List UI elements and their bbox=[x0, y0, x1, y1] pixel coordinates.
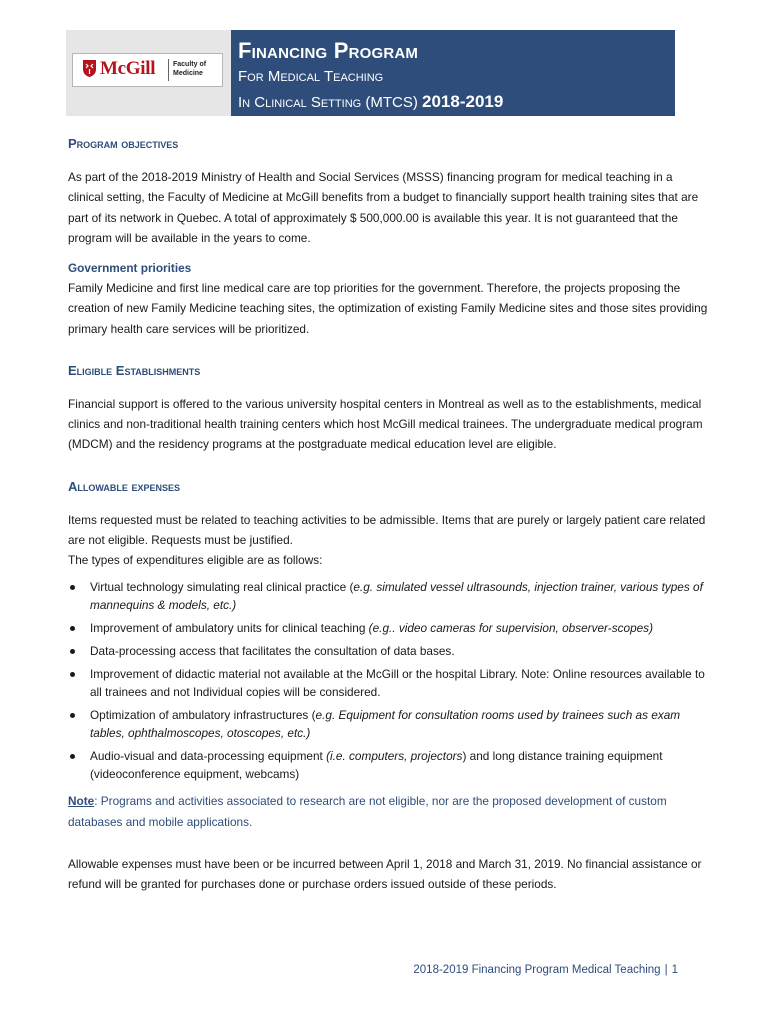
closing-paragraph: Allowable expenses must have been or be incurred between April 1, 2018 and March 31, 2019. No financial assistance or refund will be granted for purchases done or purchase orders issued outside of these periods. bbox=[68, 856, 702, 892]
document-subtitle-line2 bbox=[238, 92, 503, 112]
list-item bbox=[68, 619, 708, 637]
bullet-icon bbox=[70, 672, 75, 677]
list-item-text: Improvement of ambulatory units for clinical teaching bbox=[90, 621, 369, 636]
objectives-paragraph: As part of the 2018-2019 Ministry of Health and Social Services (MSSS) financing program for medical teaching in a clinical setting, the Faculty of Medicine at McGill benefits from a budget to financially support health training sites that are part of its network in Quebec. A total of approximately $ 500,000.00 is available this year. It is not guaranteed that the program will be available in the years to come. bbox=[68, 170, 699, 245]
logo-faculty-line2: Medicine bbox=[173, 70, 203, 77]
bullet-icon bbox=[70, 626, 75, 631]
expenses-intro-types: The types of expenditures eligible are as follows: bbox=[68, 553, 323, 568]
note-label: Note bbox=[68, 794, 95, 809]
section-heading-expenses: Allowable expenses bbox=[68, 478, 181, 494]
list-item-text-after: ) and long distance training equipment (videoconference equipment, webcams) bbox=[90, 749, 663, 782]
expenses-intro: Items requested must be related to teaching activities to be admissible. Items that are purely or largely patient care related are not eligible. Requests must be justified. bbox=[68, 512, 706, 548]
note-paragraph bbox=[68, 791, 708, 831]
section-heading-eligible: Eligible Establishments bbox=[68, 362, 201, 378]
priorities-paragraph: Family Medicine and first line medical care are top priorities for the government. Therefore, the projects proposing the creation of new Family Medicine teaching sites, the optimization of existing Family Medicine sites and those sites providing primary health care services will be prioritized. bbox=[68, 281, 708, 336]
list-item bbox=[68, 642, 708, 660]
footer-text: 2018-2019 Financing Program Medical Teaching bbox=[413, 964, 661, 976]
bullet-icon bbox=[70, 585, 75, 590]
subheading-government-priorities: Government priorities bbox=[68, 261, 192, 276]
section-heading-objectives: Program objectives bbox=[68, 136, 179, 151]
list-item-text: Improvement of didactic material not available at the McGill or the hospital Library. Note: Online resources available to all trainees and not Individual copies will be considered. bbox=[90, 667, 705, 700]
footer-separator: | bbox=[664, 964, 668, 976]
note-text: : Programs and activities associated to research are not eligible, nor are the proposed development of custom databases and mobile applications. bbox=[68, 794, 667, 829]
eligible-paragraph: Financial support is offered to the various university hospital centers in Montreal as well as to the establishments, medical clinics and non-traditional health training centers which host McGill medical trainees. The undergraduate medical program (MDCM) and the residency programs at the postgraduate medical education level are eligible. bbox=[68, 397, 703, 452]
page-number: 1 bbox=[671, 964, 678, 976]
subtitle-line2-text: In Clinical Setting (MTCS) bbox=[238, 94, 418, 111]
list-item-example: (e.g.. video cameras for supervision, observer-scopes) bbox=[368, 621, 654, 636]
logo-wordmark: McGill bbox=[100, 58, 156, 79]
list-item-text: Virtual technology simulating real clinical practice ( bbox=[90, 580, 354, 595]
list-item bbox=[68, 578, 708, 614]
list-item-example: e.g. Equipment for consultation rooms used by trainees such as exam tables, ophthalmoscopes, otoscopes, etc.) bbox=[90, 708, 681, 741]
list-item-text: Audio-visual and data-processing equipment bbox=[90, 749, 327, 764]
mcgill-shield-icon bbox=[83, 60, 96, 77]
list-item-example: (i.e. computers, projectors bbox=[326, 749, 463, 764]
list-item-text: Data-processing access that facilitates the consultation of data bases. bbox=[90, 644, 455, 659]
bullet-icon bbox=[70, 713, 75, 718]
document-body bbox=[68, 134, 708, 894]
list-item bbox=[68, 747, 708, 783]
logo-divider bbox=[168, 59, 169, 81]
mcgill-logo bbox=[72, 53, 223, 87]
list-item bbox=[68, 706, 708, 742]
document-title: Financing Program bbox=[238, 38, 419, 63]
bullet-icon bbox=[70, 649, 75, 654]
expense-list bbox=[68, 578, 708, 783]
list-item-text: Optimization of ambulatory infrastructures ( bbox=[90, 708, 316, 723]
list-item-example: e.g. simulated vessel ultrasounds, injection trainer, various types of mannequins & models, etc.) bbox=[90, 580, 703, 613]
page-footer bbox=[413, 964, 678, 976]
document-subtitle-line1: For Medical Teaching bbox=[238, 68, 384, 85]
list-item bbox=[68, 665, 708, 701]
logo-faculty-line1: Faculty of bbox=[173, 61, 207, 68]
document-year: 2018-2019 bbox=[422, 92, 504, 111]
bullet-icon bbox=[70, 754, 75, 759]
logo-faculty-text bbox=[173, 60, 206, 78]
